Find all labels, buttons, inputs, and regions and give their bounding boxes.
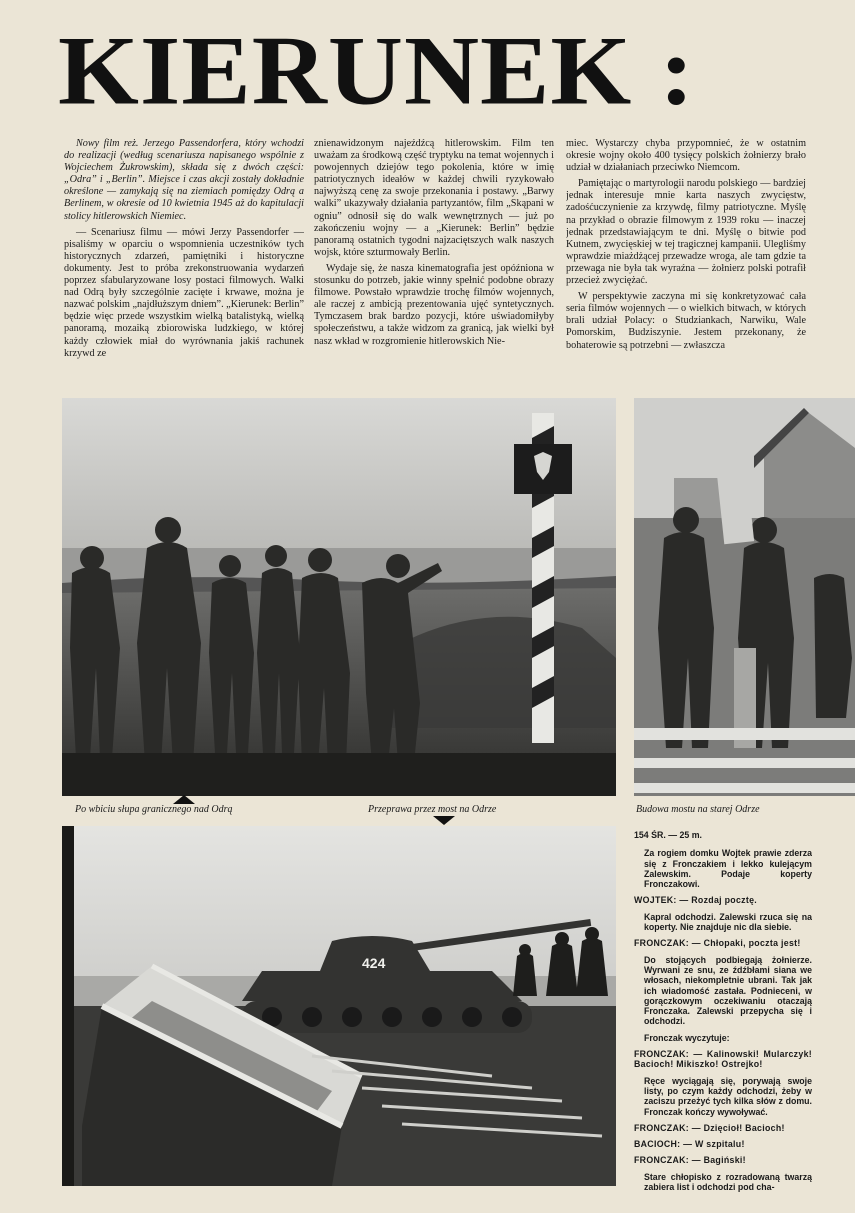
dialogue-line: FRONCZAK: — Dzięcioł! Bacioch! [634,1122,785,1133]
article-paragraph: miec. Wystarczy chyba przypomnieć, że w ostatnim okresie wojny około 400 tysięcy polskich żołnierzy brało udział w działaniach przeciwko Niemcom. [566,138,806,174]
article-paragraph: znienawidzonym najeźdźcą hitlerowskim. Film ten uważam za środkową część tryptyku na temat wojennych i powojennych dziejów tego pokolenia, które w imię patriotycznych ideałów w każdej chwili ryzykowało najwyższą cenę za swoje przekonania i postawy. „Barwy walki” ukazywały działania partyzantów, film „Skąpani w ogniu” odnosił się do walk wewnętrznych — już po zakończeniu wojny — a „Kierunek: Berlin” będzie panoramą ostatnich tygodni najzaciętszych walk naszych wojsk, które szturmowały Berlin. [314,138,554,258]
stage-direction: Do stojących podbiegają żołnierze. Wyrwani ze snu, ze źdźbłami siana we włosach, niekompletnie ubrani. Tak jak ich wiadomość zastała. Podnieceni, w gorączkowym oczekiwaniu otaczają Fronczaka. Zalewski przepycha się i odchodzi. [644,954,812,1027]
dialogue-line: BACIOCH: — W szpitalu! [634,1139,745,1150]
caption-bridge-construction: Budowa mostu na starej Odrze [636,804,760,815]
article-paragraph: — Scenariusz filmu — mówi Jerzy Passendorfer — pisaliśmy w oparciu o wspomnienia uczestników tych historycznych zdarzeń, pamiętniki i historyczne dokumenty. Jest to próba zrekonstruowania wydarzeń poprzez sfabularyzowane losy postaci filmowych. Walki nad Odrą były szczególnie zacięte i krwawe, można je nazwać polskim „najdłuższym dniem”. „Kierunek: Berlin” będzie więc przede wszystkim wielką batalistyką, wielką panoramą, mozaiką zbiorowiska ludzkiego, w której każdy człowiek miał do wyrównania jakiś rachunek krzywd ze [64,226,304,359]
article-intro: Nowy film reż. Jerzego Passendorfera, który wchodzi do realizacji (według scenariusza napisanego wspólnie z Wojciechem Żukrowskim), składa się z dwóch części: „Odra” i „Berlin”. Miejsce i czas akcji zostały dokładnie określone — zamykają się na ziemiach pomiędzy Odrą a Berlinem, w okresie od 10 kwietnia 1945 aż do kapitulacji stolicy hitlerowskich Niemiec. [64,138,304,222]
article-column-1 [64,138,304,383]
screenplay-excerpt [634,830,812,1210]
stage-direction: Stare chłopisko z rozradowaną twarzą zabiera list i odchodzi pod cha- [644,1171,812,1193]
stage-direction: Fronczak wyczytuje: [644,1032,730,1043]
stage-direction: Za rogiem domku Wojtek prawie zderza się z Fronczakiem i lekko kulejącym Zalewskim. Podaje koperty Fronczakowi. [644,848,812,890]
dialogue-line: FRONCZAK: — Bagiński! [634,1155,746,1166]
dialogue-line: FRONCZAK: — Kalinowski! Mularczyk! Bacioch! Mikiszko! Ostrejko! [634,1049,812,1070]
stage-direction: Ręce wyciągają się, porywają swoje listy, po czym każdy odchodzi, żeby w zaciszu przeżyć tych kilka słów z domu. Fronczak kończy wywoływać. [644,1075,812,1117]
photo-officers-border-post [62,398,616,796]
photo-tank-crossing [62,826,616,1186]
caption-pointer-up-icon [173,795,195,804]
tank-number: 424 [362,955,386,971]
dialogue-line: WOJTEK: — Rozdaj pocztę. [634,895,758,906]
article-paragraph: Wydaje się, że nasza kinematografia jest opóźniona w stosunku do potrzeb, jakie winny spełnić podobne obrazy filmowe. Powstało wprawdzie trochę filmów wojennych, ale raczej z ambicją prezentowania ujęć syntetycznych. Tymczasem brak bardzo pozycji, które uświadomiłyby społeczeństwu, a także widzom za granicą, jak wielki był nasz wkład w rozgromienie hitlerowskich Nie- [314,262,554,347]
caption-officers-border-post: Po wbiciu słupa granicznego nad Odrą [75,804,233,815]
dialogue-line: FRONCZAK: — Chłopaki, poczta jest! [634,938,801,949]
caption-pointer-down-icon [433,816,455,825]
caption-tank-crossing: Przeprawa przez most na Odrze [368,804,497,815]
article-column-2 [314,138,554,383]
article-paragraph: W perspektywie zaczyna mi się konkretyzować cała seria filmów wojennych — o wielkich bitwach, w których brali udział Polacy: o Studziankach, Narwiku, Wale Pomorskim, Budziszynie. Jestem przekonany, że bohaterowie są potrzebni — zwłaszcza [566,291,806,351]
headline: KIERUNEK : [58,22,695,121]
stage-direction: Kapral odchodzi. Zalewski rzuca się na koperty. Nie znajduje nic dla siebie. [644,911,812,933]
scene-reference: 154 ŚR. — 25 m. [634,830,702,840]
photo-bridge-construction [634,398,855,796]
article-column-3 [566,138,806,383]
article-paragraph: Pamiętając o martyrologii narodu polskiego — bardziej jednak interesuje mnie karta naszych zwycięstw, zadośćuczynienie za krzywdę, filmy patriotyczne. Myślę na przykład o obrazie filmowym z 1939 roku — inaczej jednak przedstawiającym te dni. Myślę o bitwie pod Kutnem, zwycięskiej w tej tragicznej kampanii. Ulegliśmy wprawdzie miażdżącej przewadze wroga, ale tam gdzie ta przewaga nie była tak wyraźna — żołnierz polski potrafił przecież zwyciężać. [566,178,806,287]
